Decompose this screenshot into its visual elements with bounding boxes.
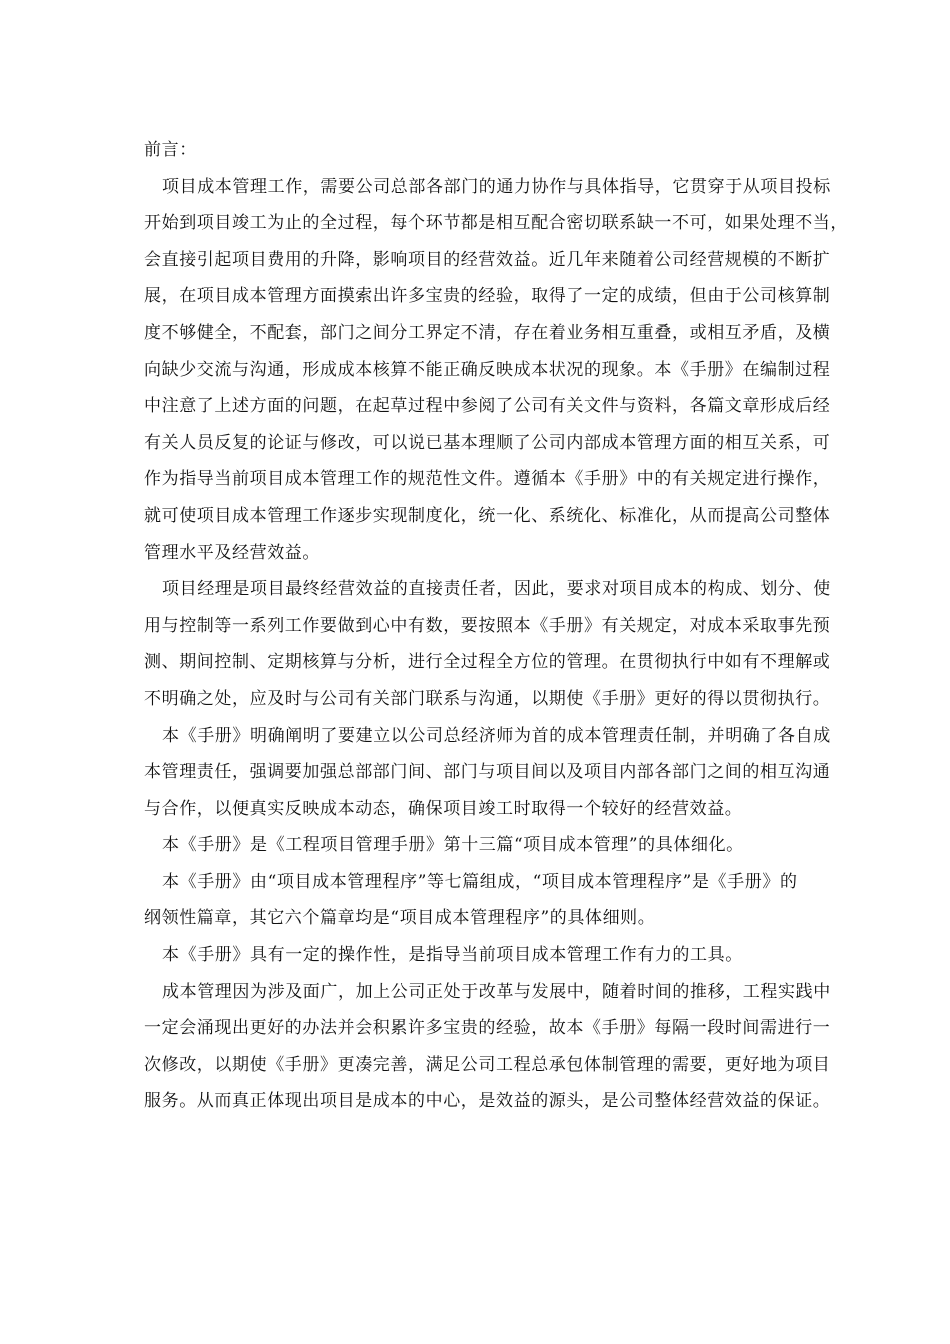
- text-line: 会直接引起项目费用的升降，影响项目的经营效益。近几年来随着公司经营规模的不断扩: [144, 249, 831, 270]
- text-line: 管理水平及经营效益。: [144, 542, 320, 563]
- text-line: 展，在项目成本管理方面摸索出许多宝贵的经验，取得了一定的成绩，但由于公司核算制: [144, 286, 831, 307]
- text-line: 成本管理因为涉及面广，加上公司正处于改革与发展中，随着时间的推移，工程实践中: [162, 981, 831, 1002]
- text-line: 项目经理是项目最终经营效益的直接责任者，因此，要求对项目成本的构成、划分、使: [162, 579, 831, 600]
- text-line: 纲领性篇章，其它六个篇章均是“项目成本管理程序”的具体细则。: [144, 908, 656, 929]
- text-line: 本《手册》由“项目成本管理程序”等七篇组成，“项目成本管理程序”是《手册》的: [162, 871, 798, 892]
- text-line: 服务。从而真正体现出项目是成本的中心，是效益的源头，是公司整体经营效益的保证。: [144, 1091, 831, 1112]
- text-line: 测、期间控制、定期核算与分析，进行全过程全方位的管理。在贯彻执行中如有不理解或: [144, 652, 831, 673]
- text-line: 一定会涌现出更好的办法并会积累许多宝贵的经验，故本《手册》每隔一段时间需进行一: [144, 1018, 831, 1039]
- text-line: 中注意了上述方面的问题，在起草过程中参阅了公司有关文件与资料，各篇文章形成后经: [144, 396, 831, 417]
- paragraph: [144, 827, 820, 864]
- text-line: 用与控制等一系列工作要做到心中有数，要按照本《手册》有关规定，对成本采取事先预: [144, 615, 831, 636]
- text-line: 有关人员反复的论证与修改，可以说已基本理顺了公司内部成本管理方面的相互关系，可: [144, 432, 831, 453]
- preface-heading: 前言：: [144, 140, 197, 160]
- paragraph: [144, 718, 831, 828]
- text-line: 次修改，以期使《手册》更凑完善，满足公司工程总承包体制管理的需要，更好地为项目: [144, 1054, 831, 1075]
- text-line: 本《手册》是《工程项目管理手册》第十三篇“项目成本管理”的具体细化。: [162, 835, 744, 856]
- text-line: 就可使项目成本管理工作逐步实现制度化，统一化、系统化、标准化，从而提高公司整体: [144, 505, 831, 526]
- document-body: [144, 132, 848, 1120]
- paragraph: [144, 937, 820, 974]
- text-line: 项目成本管理工作，需要公司总部各部门的通力协作与具体指导，它贯穿于从项目投标: [162, 176, 831, 197]
- text-line: 不明确之处，应及时与公司有关部门联系与沟通，以期使《手册》更好的得以贯彻执行。: [144, 688, 831, 709]
- text-line: 本《手册》明确阐明了要建立以公司总经济师为首的成本管理责任制，并明确了各自成: [162, 725, 831, 746]
- text-line: 本管理责任，强调要加强总部部门间、部门与项目间以及项目内部各部门之间的相互沟通: [144, 762, 831, 783]
- paragraph: [144, 974, 831, 1120]
- text-line: 向缺少交流与沟通，形成成本核算不能正确反映成本状况的现象。本《手册》在编制过程: [144, 359, 831, 380]
- text-line: 本《手册》具有一定的操作性，是指导当前项目成本管理工作有力的工具。: [162, 945, 743, 966]
- text-line: 开始到项目竣工为止的全过程，每个环节都是相互配合密切联系缺一不可，如果处理不当，: [144, 213, 848, 234]
- paragraph: [144, 169, 848, 572]
- paragraph: [144, 571, 831, 717]
- paragraph: [144, 864, 820, 937]
- text-line: 度不够健全，不配套，部门之间分工界定不清，存在着业务相互重叠，或相互矛盾，及横: [144, 322, 831, 343]
- text-line: 与合作，以便真实反映成本动态，确保项目竣工时取得一个较好的经营效益。: [144, 798, 743, 819]
- text-line: 作为指导当前项目成本管理工作的规范性文件。遵循本《手册》中的有关规定进行操作，: [144, 469, 831, 490]
